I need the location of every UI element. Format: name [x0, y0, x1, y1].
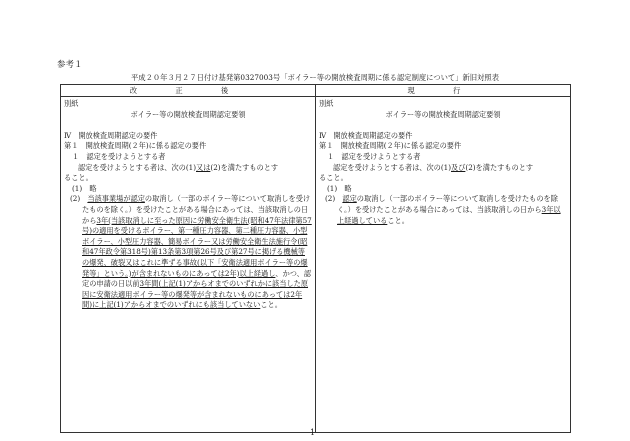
- revised-item1-text-end: ること。: [64, 173, 93, 183]
- revised-section: Ⅳ 開放検査周期認定の要件: [64, 130, 158, 140]
- revised-doc-title: ボイラー等の開放検査周期認定要領: [130, 109, 246, 119]
- current-item1: １ 認定を受けようとする者: [327, 151, 421, 161]
- revised-subsection: 第１ 開放検査周期(２年)に係る認定の要件: [64, 141, 207, 151]
- header-current: 現 行: [316, 85, 571, 97]
- revised-sub1: (1) 略: [72, 183, 97, 193]
- current-subsection: 第１ 開放検査周期(２年)に係る認定の要件: [319, 141, 462, 151]
- reference-label: 参考１: [57, 60, 83, 70]
- current-section: Ⅳ 開放検査周期認定の要件: [319, 130, 413, 140]
- revised-sub2: (2) 当該事業場が認定の取消し（一部のボイラー等について取消しを受けたものを除く。）を受けたことがある場合にあっては、当該取消しの日から3年(当該取消しに至った原因に労働安全衛生法(昭和47年法律第57号)の適用を受けるボイラー、第一種圧力容器、第二種圧力容器、小型ボイラー、小型圧力容器、簡易ボイラー又は労働安全衛生法施行令(昭和47年政令第318号)第13条第3項第26号及び第27号に掲げる機械等の爆発、破裂又はこれに準ずる事故(以下「安衛法適用ボイラー等の爆発等」という。)が含まれないものにあっては2年)以上経過し、かつ、認定の申請の日以前3年間(上記(1)アからオまでのいずれかに該当した原因に安衛法適用ボイラー等の爆発等が含まれないものにあっては2年間)に上記(1)アからオまでのいずれにも該当していないこと。: [70, 194, 312, 310]
- page-number: 1: [310, 428, 316, 437]
- current-item1-text-end: ること。: [319, 173, 348, 183]
- revised-item1-text: 認定を受けようとする者は、次の(1)又は(2)を満たすものとす: [78, 162, 279, 172]
- comparison-table: [60, 84, 571, 433]
- revised-column: [61, 97, 316, 433]
- revised-appendix: 別紙: [64, 99, 79, 108]
- current-appendix: 別紙: [319, 99, 334, 108]
- current-sub2: (2) 認定の取消し（一部のボイラー等について取消しを受けたものを除く。）を受けたことがある場合にあっては、当該取消しの日から3年以上経過していること。: [325, 194, 561, 225]
- current-item1-text: 認定を受けようとする者は、次の(1)及び(2)を満たすものとす: [333, 162, 534, 172]
- document-title: 平成２０年３月２７日付け基発第0327003号「ボイラー等の開放検査周期に係る認定制度について」新旧対照表: [130, 73, 499, 82]
- current-doc-title: ボイラー等の開放検査周期認定要領: [385, 109, 501, 119]
- current-sub1: (1) 略: [327, 183, 352, 193]
- header-revised: 改 正 後: [61, 85, 316, 97]
- revised-item1: １ 認定を受けようとする者: [72, 151, 166, 161]
- current-column: [316, 97, 571, 433]
